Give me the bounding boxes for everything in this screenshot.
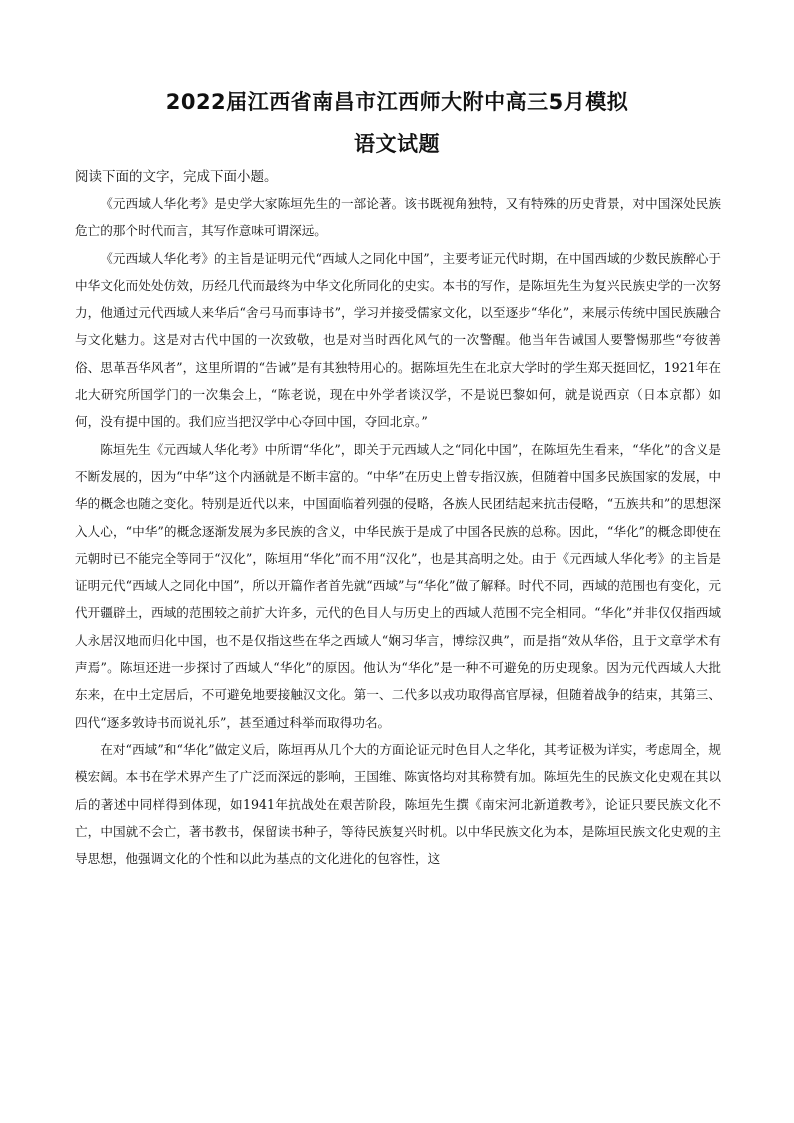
paragraph-2: 《元西域人华化考》的主旨是证明元代“西域人之同化中国”，主要考证元代时期，在中国西域的少数民族醉心于中华文化而处处仿效，历经几代而最终为中华文化所同化的史实。本书的写作，是陈垣先生为复兴民族史学的一次努力，他通过元代西域人来华后“舍弓马而事诗书”，学习并接受儒家文化，以至逐步“华化”，来展示传统中国民族融合与文化魅力。这是对古代中国的一次致敬，也是对当时西化风气的一次警醒。他当年告诫国人要警惕那些“夸彼善俗、思革吾华风者”，这里所谓的“告诫”是有其独特用心的。据陈垣先生在北京大学时的学生郑天挺回忆，1921年在北大研究所国学门的一次集会上，“陈老说，现在中外学者谈汉学，不是说巴黎如何，就是说西京（日本京都）如何，没有提中国的。我们应当把汉学中心夺回中国，夺回北京。” bbox=[75, 250, 721, 430]
reading-passage bbox=[75, 190, 721, 872]
paragraph-1: 《元西域人华化考》是史学大家陈垣先生的一部论著。该书既视角独特，又有特殊的历史背景，对中国深处民族危亡的那个时代而言，其写作意味可谓深远。 bbox=[75, 196, 721, 239]
paragraph-4: 在对“西域”和“华化”做定义后，陈垣再从几个大的方面论证元时色目人之华化，其考证极为详实，考虑周全，规模宏阔。本书在学术界产生了广泛而深远的影响，王国维、陈寅恪均对其称赞有加。陈垣先生的民族文化史观在其以后的著述中同样得到体现，如1941年抗战处在艰苦阶段，陈垣先生撰《南宋河北新道教考》，论证只要民族文化不亡，中国就不会亡，著书教书，保留读书种子，等待民族复兴时机。以中华民族文化为本，是陈垣民族文化史观的主导思想，他强调文化的个性和以此为基点的文化进化的包容性，这 bbox=[75, 741, 721, 867]
instruction-text: 阅读下面的文字，完成下面小题。 bbox=[75, 169, 278, 185]
document-title: 2022届江西省南昌市江西师大附中高三5月模拟 bbox=[165, 90, 629, 114]
document-subtitle: 语文试题 bbox=[354, 132, 440, 156]
paragraph-3: 陈垣先生《元西域人华化考》中所谓“华化”，即关于元西域人之“同化中国”，在陈垣先生看来，“华化”的含义是不断发展的，因为“中华”这个内涵就是不断丰富的。“中华”在历史上曾专指汉族，但随着中国多民族国家的发展，中华的概念也随之变化。特别是近代以来，中国面临着列强的侵略，各族人民团结起来抗击侵略，“五族共和”的思想深入人心，“中华”的概念逐渐发展为多民族的含义，中华民族于是成了中国各民族的总称。因此，“华化”的概念即使在元朝时已不能完全等同于“汉化”，陈垣用“华化”而不用“汉化”，也是其高明之处。由于《元西域人华化考》的主旨是证明元代“西域人之同化中国”，所以开篇作者首先就“西域”与“华化”做了解释。时代不同，西域的范围也有变化，元代开疆辟土，西域的范围较之前扩大许多，元代的色目人与历史上的西域人范围不完全相同。“华化”并非仅仅指西域人永居汉地而归化中国，也不是仅指这些在华之西域人“娴习华言，博综汉典”，而是指“效从华俗，且于文章学术有声焉”。陈垣还进一步探讨了西域人“华化”的原因。他认为“华化”是一种不可避免的历史现象。因为元代西域人大批东来，在中土定居后，不可避免地要接触汉文化。第一、二代多以戎功取得高官厚禄，但随着战争的结束，其第三、四代“逐多敦诗书而说礼乐”，甚至通过科举而取得功名。 bbox=[75, 441, 721, 730]
